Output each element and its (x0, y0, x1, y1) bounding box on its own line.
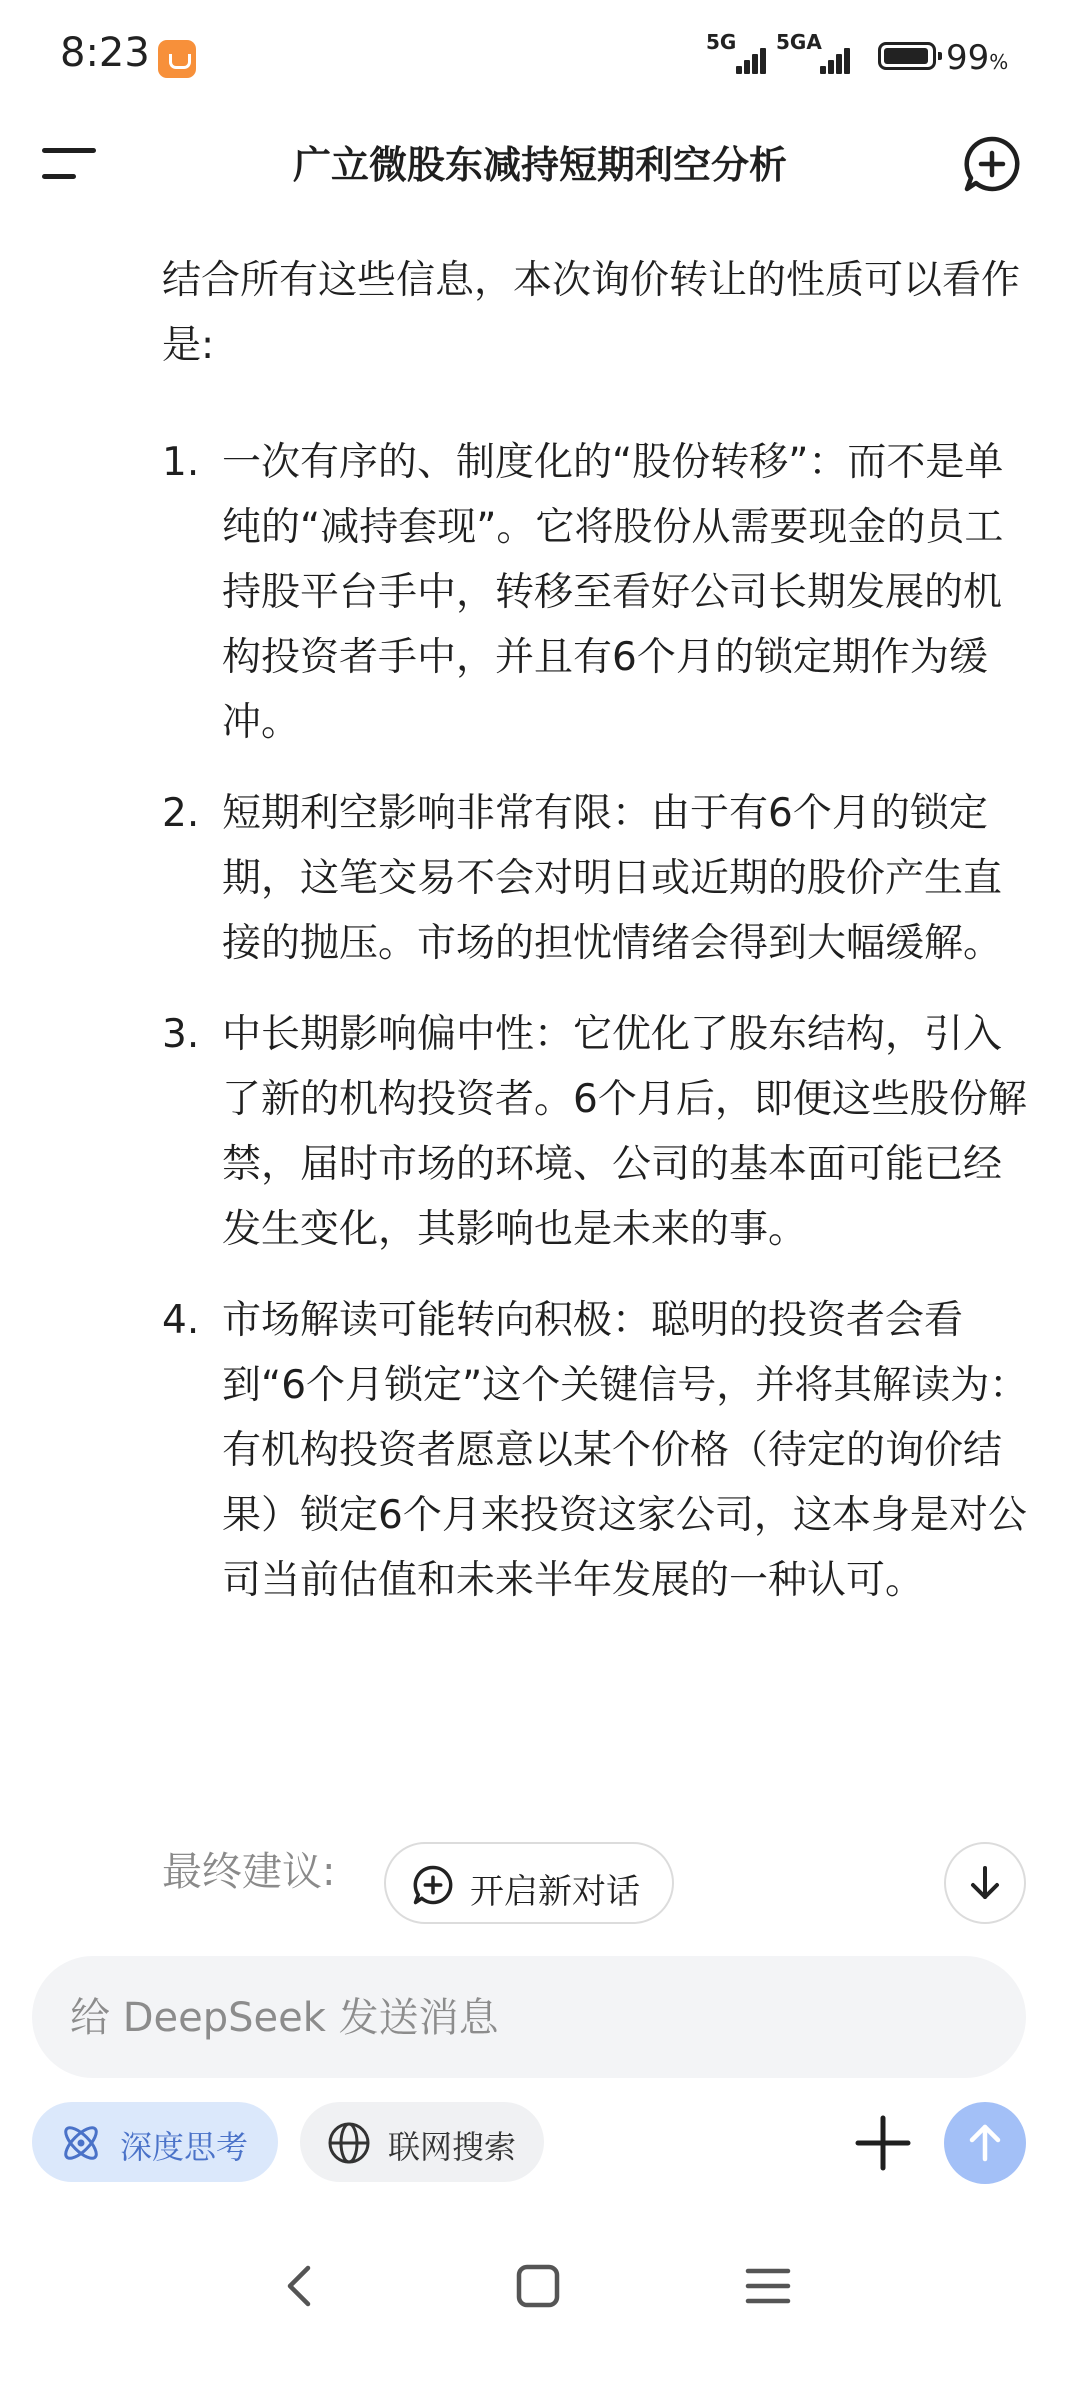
new-chat-button[interactable] (384, 1842, 674, 1924)
web-search-toggle[interactable] (300, 2102, 544, 2182)
chat-plus-icon[interactable] (962, 134, 1022, 194)
list-item: 2. 短期利空影响非常有限：由于有6个月的锁定期，这笔交易不会对明日或近期的股价产生直接的抛压。市场的担忧情绪会得到大幅缓解。 (162, 791, 1003, 966)
signal-5g-icon: 5G (706, 30, 766, 74)
system-nav-bar (0, 2226, 1080, 2346)
message-input-box[interactable] (32, 1956, 1026, 2078)
atom-icon (58, 2120, 104, 2166)
scroll-down-button[interactable] (944, 1842, 1026, 1924)
shopping-app-icon (158, 40, 196, 78)
web-search-label: 联网搜索 (388, 2128, 517, 2166)
home-icon[interactable] (508, 2256, 568, 2316)
assistant-message (162, 248, 1032, 1639)
arrow-up-icon (963, 2121, 1007, 2165)
page-title: 广立微股东减持短期利空分析 (292, 143, 787, 187)
list-item: 4. 市场解读可能转向积极：聪明的投资者会看到“6个月锁定”这个关键信号，并将其解读为：有机构投资者愿意以某个价格（待定的询价结果）锁定6个月来投资这家公司，这本身是对公司当前估值和未来半年发展的一种认可。 (162, 1298, 1029, 1603)
list-item-text: 一次有序的、制度化的“股份转移”：而不是单纯的“减持套现”。它将股份从需要现金的员工持股平台手中，转移至看好公司长期发展的机构投资者手中，并且有6个月的锁定期作为缓冲。 (222, 440, 1004, 745)
list-item: 3. 中长期影响偏中性：它优化了股东结构，引入了新的机构投资者。6个月后，即便这些股份解禁，届时市场的环境、公司的基本面可能已经发生变化，其影响也是未来的事。 (162, 1012, 1027, 1252)
conclusion-list (162, 430, 1032, 1613)
send-button[interactable] (944, 2102, 1026, 2184)
list-item-text: 中长期影响偏中性：它优化了股东结构，引入了新的机构投资者。6个月后，即便这些股份解禁，届时市场的环境、公司的基本面可能已经发生变化，其影响也是未来的事。 (222, 1012, 1027, 1252)
battery-level: 99% (946, 38, 1009, 78)
status-time: 8:23 (60, 30, 150, 76)
deep-think-toggle[interactable] (32, 2102, 278, 2182)
chat-plus-icon (412, 1864, 454, 1906)
arrow-down-icon (965, 1863, 1005, 1903)
message-intro: 结合所有这些信息，本次询价转让的性质可以看作是: (162, 258, 1021, 368)
recents-icon[interactable] (738, 2256, 798, 2316)
menu-icon[interactable] (42, 144, 96, 184)
list-item-text: 短期利空影响非常有限：由于有6个月的锁定期，这笔交易不会对明日或近期的股价产生直接的抛压。市场的担忧情绪会得到大幅缓解。 (222, 791, 1003, 966)
message-input[interactable] (68, 1956, 972, 2080)
back-icon[interactable] (270, 2256, 330, 2316)
globe-icon (326, 2120, 372, 2166)
battery-icon (878, 42, 936, 70)
signal-5ga-icon: 5GA (776, 30, 856, 74)
list-item: 1. 一次有序的、制度化的“股份转移”：而不是单纯的“减持套现”。它将股份从需要现金的员工持股平台手中，转移至看好公司长期发展的机构投资者手中，并且有6个月的锁定期作为缓冲。 (162, 440, 1004, 745)
new-chat-label: 开启新对话 (470, 1872, 640, 1912)
deep-think-label: 深度思考 (120, 2128, 249, 2166)
plus-icon[interactable] (852, 2112, 914, 2174)
list-item-text: 市场解读可能转向积极：聪明的投资者会看到“6个月锁定”这个关键信号，并将其解读为：有机构投资者愿意以某个价格（待定的询价结果）锁定6个月来投资这家公司，这本身是对公司当前估值和未来半年发展的一种认可。 (222, 1298, 1029, 1603)
final-suggestion-label: 最终建议: (162, 1849, 336, 1895)
status-bar (0, 0, 1080, 120)
app-header (0, 120, 1080, 210)
